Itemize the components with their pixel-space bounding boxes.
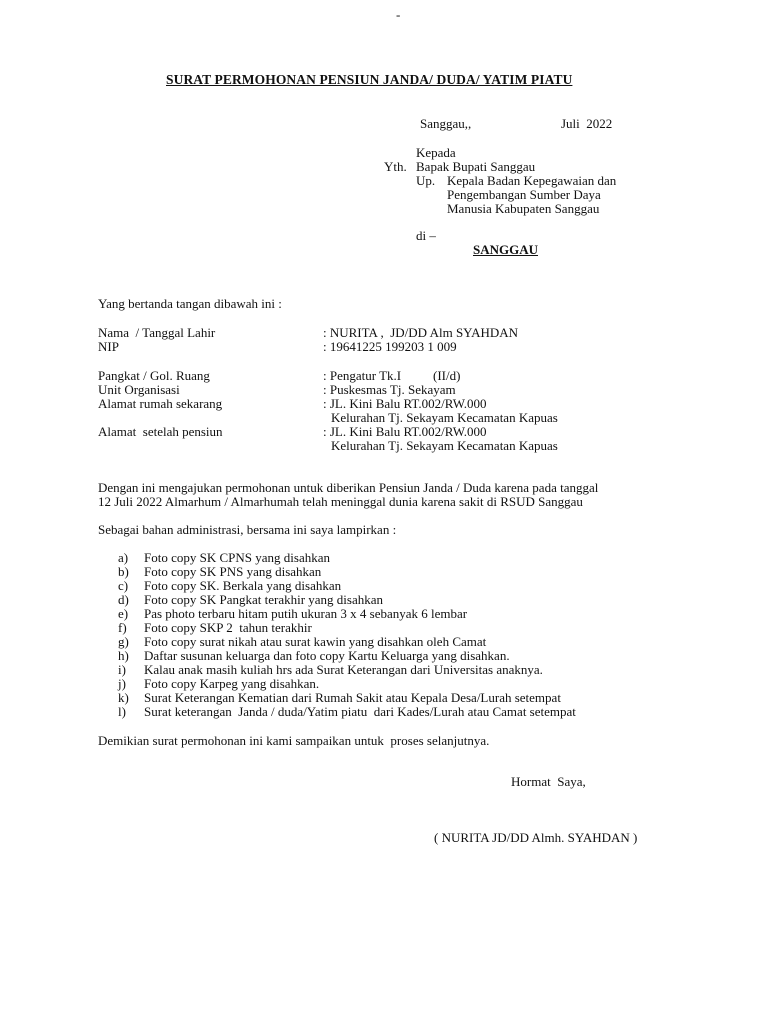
field-unit-value: : Puskesmas Tj. Sekayam (323, 382, 456, 397)
field-pangkat-label: Pangkat / Gol. Ruang (98, 368, 210, 383)
list-item-text: Foto copy surat nikah atau surat kawin yang disahkan oleh Camat (144, 634, 487, 649)
intro-text: Yang bertanda tangan dibawah ini : (98, 296, 282, 311)
place: Sanggau,, (420, 116, 472, 131)
list-item-letter: k) (118, 690, 129, 705)
list-item-text: Pas photo terbaru hitam putih ukuran 3 x 4 sebanyak 6 lembar (144, 606, 468, 621)
field-nama-label: Nama / Tanggal Lahir (98, 325, 216, 340)
list-item-text: Surat keterangan Janda / duda/Yatim piatu dari Kades/Lurah atau Camat setempat (144, 704, 576, 719)
recipient-city: SANGGAU (473, 242, 539, 257)
list-item-text: Foto copy SK CPNS yang disahkan (144, 550, 330, 565)
date: Juli 2022 (561, 116, 613, 131)
field-alamat-value2: Kelurahan Tj. Sekayam Kecamatan Kapuas (331, 410, 558, 425)
field-nip-label: NIP (98, 339, 119, 354)
page-mark: - (396, 7, 401, 22)
recipient-yth-prefix: Yth. (384, 159, 407, 174)
field-pangkat-gol: (II/d) (433, 368, 461, 383)
recipient-kepada: Kepada (416, 145, 456, 160)
list-item-text: Surat Keterangan Kematian dari Rumah Sakit atau Kepala Desa/Lurah setempat (144, 690, 561, 705)
field-alamat-value1: : JL. Kini Balu RT.002/RW.000 (323, 396, 487, 411)
field-alamat-label: Alamat rumah sekarang (98, 396, 223, 411)
recipient-up-prefix: Up. (416, 173, 436, 188)
list-item-text: Foto copy SK PNS yang disahkan (144, 564, 322, 579)
recipient-up-line2: Pengembangan Sumber Daya (447, 187, 601, 202)
recipient-yth-name: Bapak Bupati Sanggau (416, 159, 536, 174)
recipient-di: di – (416, 228, 436, 243)
recipient-up-line1: Kepala Badan Kepegawaian dan (447, 173, 617, 188)
list-item-text: Foto copy SK Pangkat terakhir yang disahkan (144, 592, 384, 607)
field-pangkat-value: : Pengatur Tk.I (323, 368, 402, 383)
field-nip-value: : 19641225 199203 1 009 (323, 339, 457, 354)
list-item-text: Kalau anak masih kuliah hrs ada Surat Keterangan dari Universitas anaknya. (144, 662, 543, 677)
list-item-letter: h) (118, 648, 129, 663)
list-item-letter: c) (118, 578, 129, 593)
field-alamat-pensiun-label: Alamat setelah pensiun (98, 424, 223, 439)
list-item-letter: i) (118, 662, 126, 677)
letter-title-text: SURAT PERMOHONAN PENSIUN JANDA/ DUDA/ YATIM PIATU (166, 72, 573, 87)
list-item-text: Foto copy SK. Berkala yang disahkan (144, 578, 342, 593)
signature-name: ( NURITA JD/DD Almh. SYAHDAN ) (434, 830, 638, 845)
list-item-letter: b) (118, 564, 129, 579)
list-item-letter: g) (118, 634, 129, 649)
list-item-letter: j) (118, 676, 126, 691)
letter-title (166, 73, 572, 87)
closing-text: Demikian surat permohonan ini kami sampaikan untuk proses selanjutnya. (98, 733, 490, 748)
body-line-1: Dengan ini mengajukan permohonan untuk diberikan Pensiun Janda / Duda karena pada tanggal (98, 480, 599, 495)
field-alamat-pensiun-value1: : JL. Kini Balu RT.002/RW.000 (323, 424, 487, 439)
list-item-letter: f) (118, 620, 127, 635)
list-item-text: Foto copy SKP 2 tahun terakhir (144, 620, 312, 635)
field-unit-label: Unit Organisasi (98, 382, 180, 397)
list-item-letter: l) (118, 704, 126, 719)
list-item-letter: a) (118, 550, 129, 565)
list-item-letter: d) (118, 592, 129, 607)
body-line-2: 12 Juli 2022 Almarhum / Almarhumah telah meninggal dunia karena sakit di RSUD Sanggau (98, 494, 583, 509)
field-alamat-pensiun-value2: Kelurahan Tj. Sekayam Kecamatan Kapuas (331, 438, 558, 453)
attachments-intro: Sebagai bahan administrasi, bersama ini saya lampirkan : (98, 522, 397, 537)
list-item-letter: e) (118, 606, 129, 621)
recipient-up-line3: Manusia Kabupaten Sanggau (447, 201, 600, 216)
list-item-text: Daftar susunan keluarga dan foto copy Kartu Keluarga yang disahkan. (144, 648, 510, 663)
signature-salutation: Hormat Saya, (511, 774, 586, 789)
list-item-text: Foto copy Karpeg yang disahkan. (144, 676, 320, 691)
field-nama-value: : NURITA , JD/DD Alm SYAHDAN (323, 325, 519, 340)
